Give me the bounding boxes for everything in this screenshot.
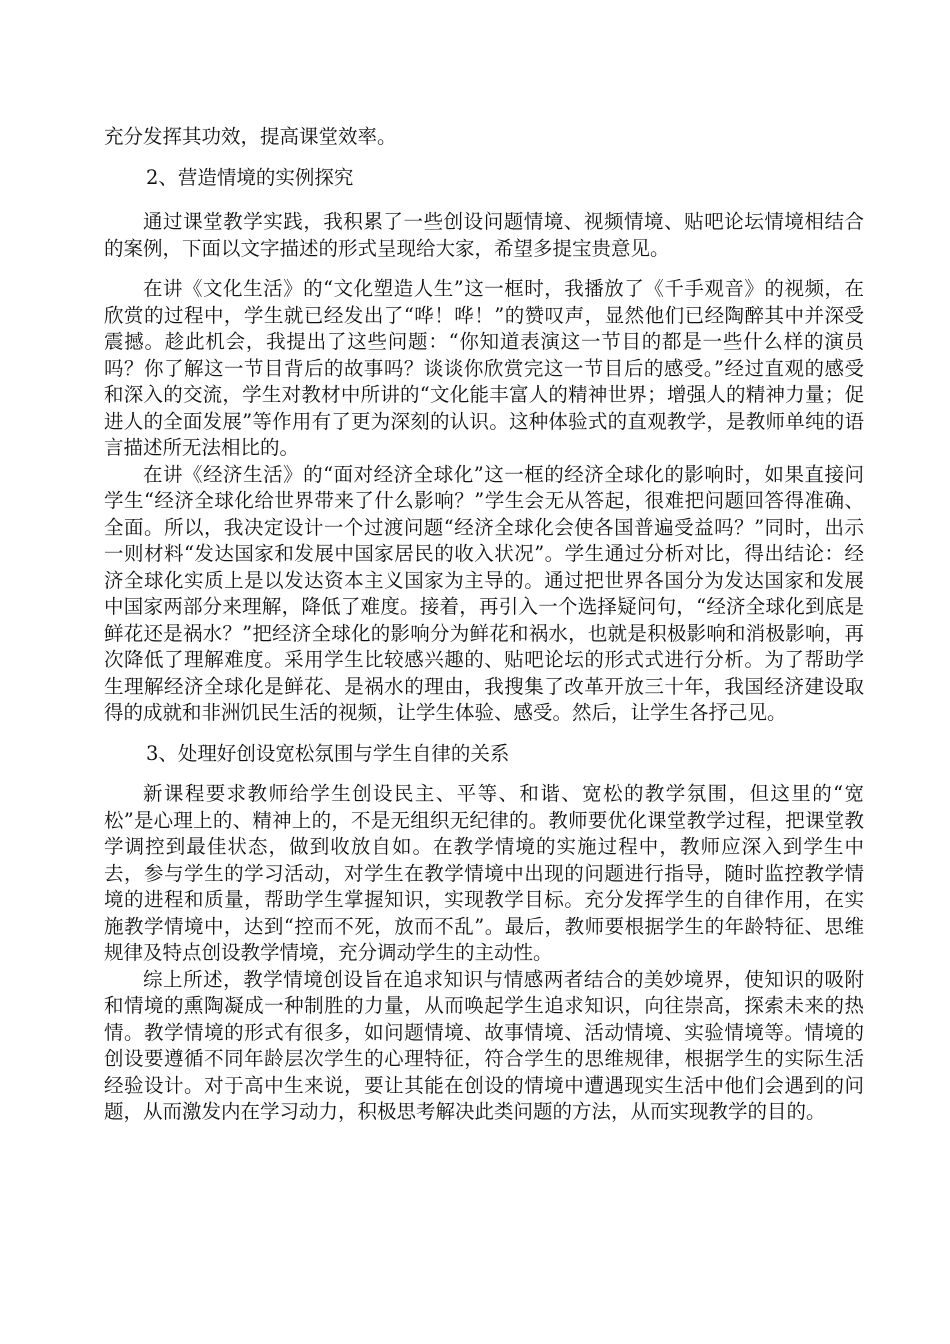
paragraph-economy-example: 在讲《经济生活》的“面对经济全球化”这一框的经济全球化的影响时，如果直接问学生“经济全球化给世界带来了什么影响？”学生会无从答起，很难把问题回答得准确、全面。所以，我决定设计一个过渡问题“经济全球化会使各国普遍受益吗？”同时，出示一则材料“发达国家和发展中国家居民的收入状况”。学生通过分析对比，得出结论：经济全球化实质上是以发达资本主义国家为主导的。通过把世界各国分为发达国家和发展中国家两部分来理解，降低了难度。接着，再引入一个选择疑问句，“经济全球化到底是鲜花还是祸水？”把经济全球化的影响分为鲜花和祸水，也就是积极影响和消极影响，再次降低了理解难度。采用学生比较感兴趣的、贴吧论坛的形式式进行分析。为了帮助学生理解经济全球化是鲜花、是祸水的理由，我搜集了改革开放三十年，我国经济建设取得的成就和非洲饥民生活的视频，让学生体验、感受。然后，让学生各抒己见。 [104, 462, 864, 724]
section-heading-3: 3、处理好创设宽松氛围与学生自律的关系 [146, 741, 510, 765]
paragraph-conclusion: 综上所述，教学情境创设旨在追求知识与情感两者结合的美妙境界，使知识的吸附和情境的熏陶凝成一种制胜的力量，从而唤起学生追求知识，向往崇高，探索未来的热情。教学情境的形式有很多，如问题情境、故事情境、活动情境、实验情境等。情境的创设要遵循不同年龄层次学生的心理特征，符合学生的思维规律，根据学生的实际生活经验设计。对于高中生来说，要让其能在创设的情境中遭遇现实生活中他们会遇到的问题，从而激发内在学习动力，积极思考解决此类问题的方法，从而实现教学的目的。 [104, 967, 864, 1123]
paragraph-intro: 通过课堂教学实践，我积累了一些创设问题情境、视频情境、贴吧论坛情境相结合的案例，下面以文字描述的形式呈现给大家，希望多提宝贵意见。 [104, 210, 864, 260]
paragraph-relaxed-atmosphere: 新课程要求教师给学生创设民主、平等、和谐、宽松的教学氛围，但这里的“宽松”是心理上的、精神上的，不是无组织无纪律的。教师要优化课堂教学过程，把课堂教学调控到最佳状态，做到收放自如。在教学情境的实施过程中，教师应深入到学生中去，参与学生的学习活动，对学生在教学情境中出现的问题进行指导，随时监控教学情境的进程和质量，帮助学生掌握知识，实现教学目标。充分发挥学生的自律作用，在实施教学情境中，达到“控而不死，放而不乱”。最后，教师要根据学生的年龄特征、思维规律及特点创设教学情境，充分调动学生的主动性。 [104, 782, 864, 964]
paragraph-culture-example: 在讲《文化生活》的“文化塑造人生”这一框时，我播放了《千手观音》的视频，在欣赏的过程中，学生就已经发出了“哗！哗！”的赞叹声，显然他们已经陶醉其中并深受震撼。趁此机会，我提出了这些问题：“你知道表演这一节目的都是一些什么样的演员吗？你了解这一节目背后的故事吗？谈谈你欣赏完这一节目后的感受。”经过直观的感受和深入的交流，学生对教材中所讲的“文化能丰富人的精神世界；增强人的精神力量；促进人的全面发展”等作用有了更为深刻的认识。这种体验式的直观教学，是教师单纯的语言描述所无法相比的。 [104, 277, 864, 459]
document-page [104, 124, 864, 1126]
paragraph-continuation: 充分发挥其功效，提高课堂效率。 [104, 125, 397, 148]
section-heading-2: 2、营造情境的实例探究 [146, 165, 354, 189]
